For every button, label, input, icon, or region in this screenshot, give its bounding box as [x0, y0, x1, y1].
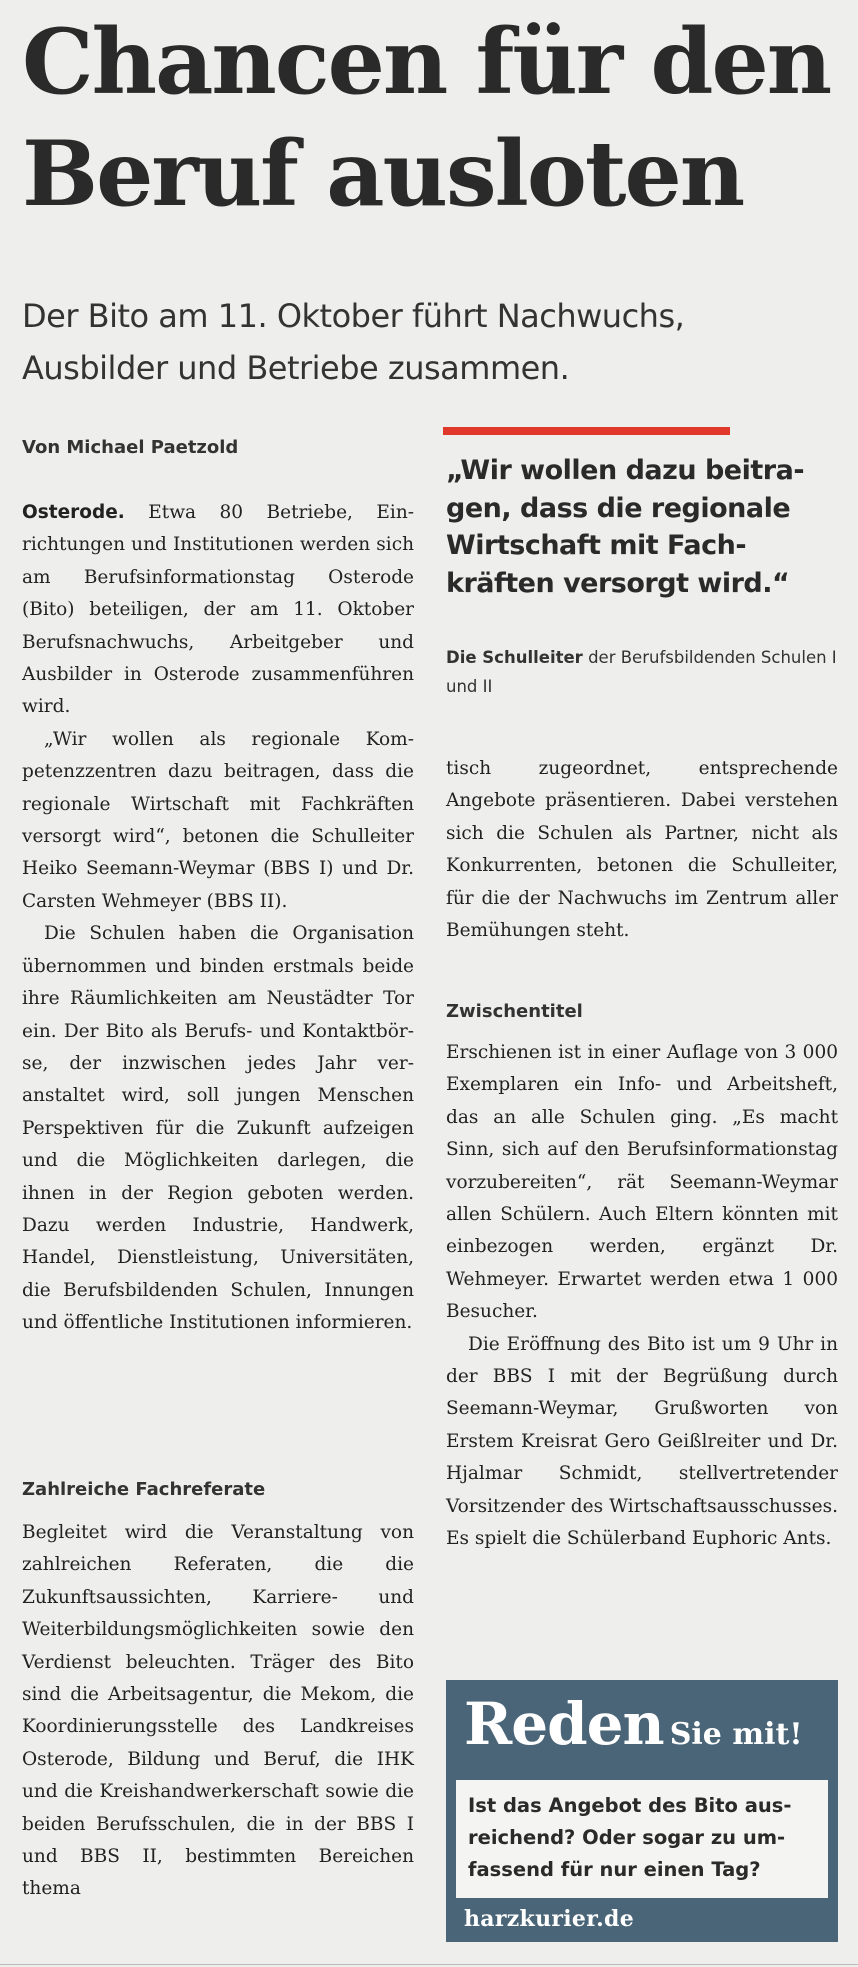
paragraph-4: Begleitet wird die Veranstaltung von zahlreichen Referaten, die die Zukunftsaussichten, Karriere- und Weiterbildungsmöglichkeiten sowie den Verdienst beleuchten. Träger des Bito sind die Arbeitsagentur, die Mekom, die Koordinierungsstelle des Landkreises Osterode, Bildung und Beruf, die IHK und die Kreishandwerkerschaft sowie die beiden Berufsschulen, die in der BBS I und BBS II, bestimmten Bereichen thema [22, 1522, 414, 1900]
reden-sie-mit-box [446, 1680, 838, 1942]
pull-quote-line-1: „Wir wollen dazu beitra- [446, 455, 805, 486]
pull-quote [446, 452, 836, 602]
box-question [468, 1790, 820, 1886]
box-url-link[interactable]: harzkurier.de [464, 1906, 635, 1932]
bottom-rule [0, 1964, 858, 1965]
headline-line-2: Beruf ausloten [22, 121, 744, 227]
paragraph-7: Die Eröffnung des Bito ist um 9 Uhr in der BBS I mit der Begrüßung durch Seemann-Weymar, Grußworten von Erstem Kreisrat Gero Geißlreiter und Dr. Hjalmar Schmidt, stellvertretender Vorsitzender des Wirtschaftsausschusses. Es spielt die Schülerband Euphoric Ants. [446, 1333, 838, 1550]
article-column-left [22, 497, 414, 1340]
quote-accent-bar [443, 427, 730, 435]
box-title [464, 1690, 803, 1758]
paragraph-5: tisch zugeordnet, entsprechende Angebote präsentieren. Dabei verstehen sich die Schulen als Partner, nicht als Konkurrenten, betonen die Schulleiter, für die der Nachwuchs im Zentrum aller Bemühungen steht. [446, 758, 838, 942]
dateline: Osterode. [22, 502, 125, 523]
pull-quote-attribution [446, 643, 838, 701]
box-question-panel [456, 1780, 828, 1898]
article-column-left-continued [22, 1517, 414, 1906]
article-column-right [446, 753, 838, 947]
paragraph-6: Erschienen ist in einer Auflage von 3 000 Exemplaren ein Info- und Arbeitsheft, das an alle Schulen ging. „Es macht Sinn, sich auf den Berufsinformationstag vorzubereiten“, rät Seemann-Weymar allen Schülern. Auch Eltern könnten mit einbezogen werden, ergänzt Dr. Wehmeyer. Erwartet werden etwa 1 000 Besucher. [446, 1042, 838, 1323]
box-question-line-3: fassend für nur einen Tag? [468, 1858, 761, 1881]
attribution-bold: Die Schulleiter [446, 648, 583, 667]
box-question-line-1: Ist das Angebot des Bito aus- [468, 1794, 792, 1817]
paragraph-2: „Wir wollen als regionale Kompetenzzentren dazu beitragen, dass die regionale Wirtschaft mit Fachkräften versorgt wird“, betonen die Schulleiter Heiko Seemann-Weymar (BBS I) und Dr. Carsten Wehmeyer (BBS II). [22, 728, 414, 912]
subheadline [22, 290, 842, 394]
box-title-big: Reden [464, 1690, 664, 1758]
headline [22, 6, 842, 230]
box-question-line-2: reichend? Oder sogar zu um- [468, 1826, 786, 1849]
paragraph-1-text: Etwa 80 Betriebe, Einrichtungen und Institutionen werden sich am Berufsinformationstag Osterode (Bito) beteiligen, der am 11. Oktober Berufsnachwuchs, Arbeitgeber und Ausbilder in Osterode zusammenführen wird. [22, 502, 414, 718]
subhead-fachreferate: Zahlreiche Fachreferate [22, 1479, 266, 1500]
pull-quote-line-3: Wirtschaft mit Fach- [446, 530, 747, 561]
pull-quote-line-2: gen, dass die regionale [446, 492, 791, 524]
attribution-rest: der Berufsbildenden Schulen I und II [446, 648, 837, 696]
paragraph-3: Die Schulen haben die Organisation übernommen und binden erstmals beide ihre Räumlichkeiten am Neustädter Tor ein. Der Bito als Berufs- und Kontaktbörse, der inzwischen jedes Jahr veranstaltet wird, soll jungen Menschen Perspektiven für die Zukunft aufzeigen und die Möglichkeiten darlegen, die ihnen in der Region geboten werden. Dazu werden Industrie, Handwerk, Handel, Dienstleistung, Universitäten, die Berufsbildenden Schulen, Innungen und öffentliche Institutionen informieren. [22, 923, 414, 1334]
box-title-small: Sie mit! [669, 1717, 803, 1752]
headline-line-1: Chancen für den [22, 9, 831, 115]
paragraph-1 [22, 497, 414, 724]
byline: Von Michael Paetzold [22, 437, 239, 458]
subheadline-line-1: Der Bito am 11. Oktober führt Nachwuchs, [22, 297, 685, 335]
subhead-zwischentitel: Zwischentitel [446, 1001, 583, 1022]
subheadline-line-2: Ausbilder und Betriebe zusammen. [22, 349, 570, 387]
pull-quote-line-4: kräften versorgt wird.“ [446, 567, 790, 599]
article-column-right-continued [446, 1037, 838, 1556]
